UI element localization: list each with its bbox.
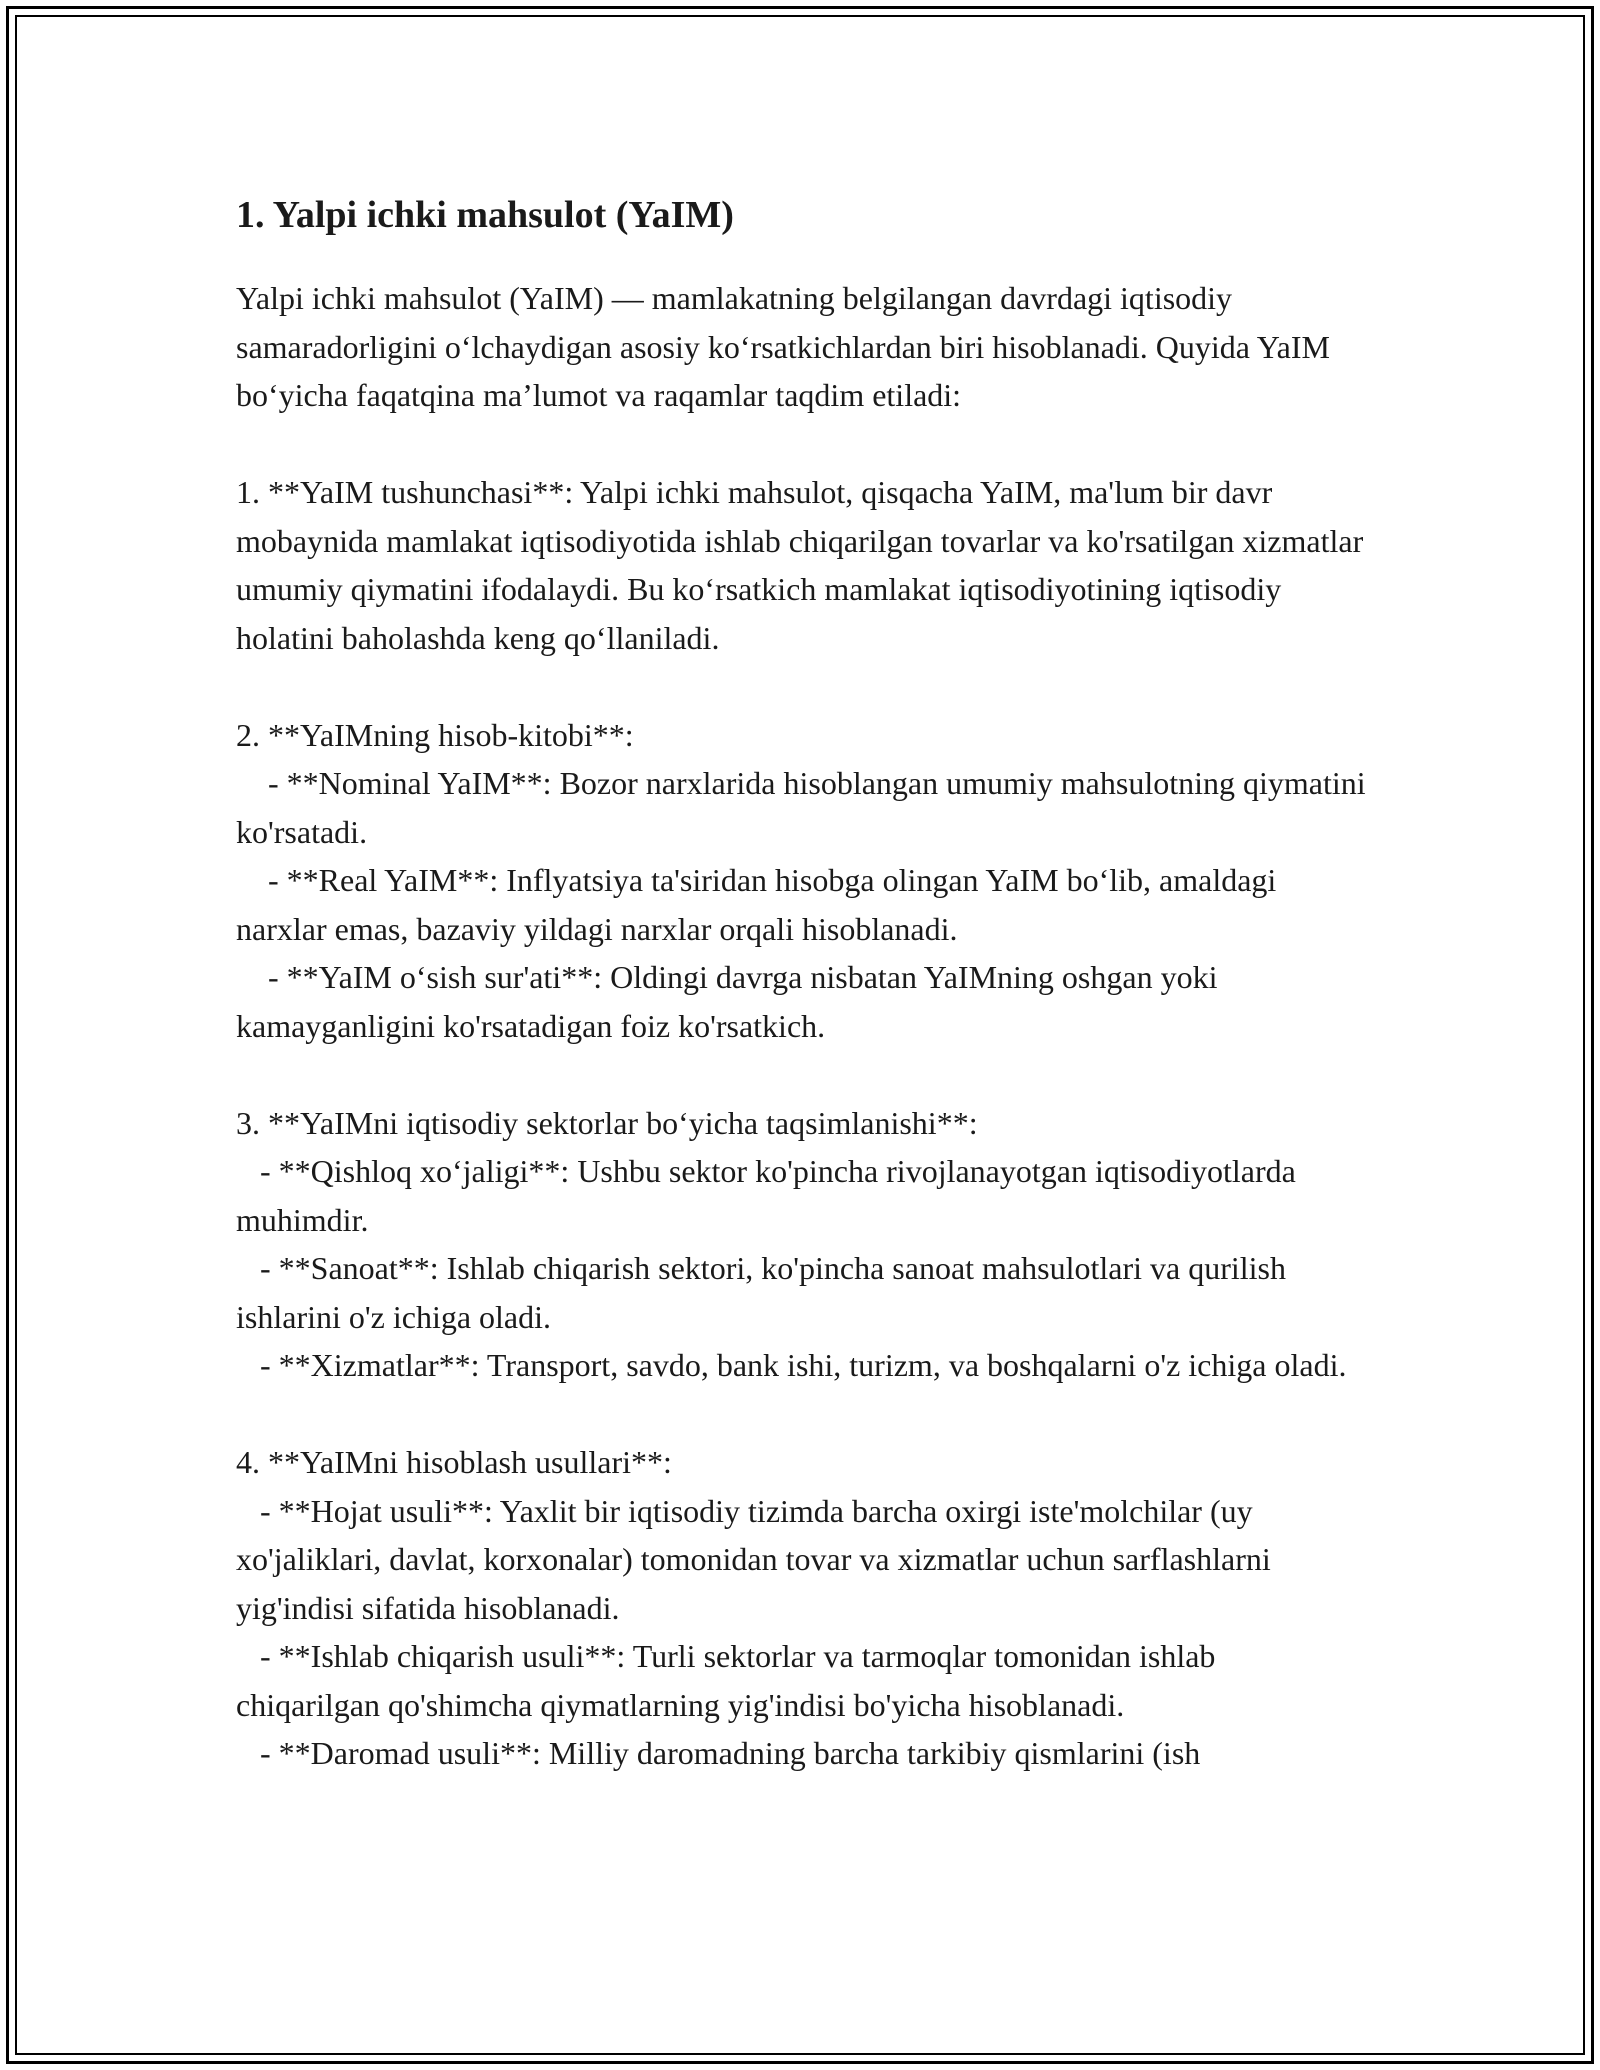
section-4-heading: 4. **YaIMni hisoblash usullari**: [236, 1444, 672, 1480]
section-1-paragraph: 1. **YaIM tushunchasi**: Yalpi ichki mahsulot, qisqacha YaIM, ma'lum bir davr mobaynida mamlakat iqtisodiyotida ishlab chiqarilgan tovarlar va ko'rsatilgan xizmatlar umumiy qiymatini ifodalaydi. Bu ko‘rsatkich mamlakat iqtisodiyotining iqtisodiy holatini baholashda keng qo‘llaniladi. [236, 474, 1372, 656]
section-4-item-income: - **Daromad usuli**: Milliy daromadning barcha tarkibiy qismlarini (ish [236, 1735, 1201, 1771]
section-2-item-real: - **Real YaIM**: Inflyatsiya ta'siridan hisobga olingan YaIM bo‘lib, amaldagi narxlar emas, bazaviy yildagi narxlar orqali hisoblanadi. [236, 862, 1285, 947]
intro-paragraph: Yalpi ichki mahsulot (YaIM) — mamlakatning belgilangan davrdagi iqtisodiy samaradorligini o‘lchaydigan asosiy ko‘rsatkichlardan biri hisoblanadi. Quyida YaIM bo‘yicha faqatqina ma’lumot va raqamlar taqdim etiladi: [236, 280, 1338, 413]
section-4-item-expenditure: - **Hojat usuli**: Yaxlit bir iqtisodiy tizimda barcha oxirgi iste'molchilar (uy xo'jaliklari, davlat, korxonalar) tomonidan tovar va xizmatlar uchun sarflashlarni yig'indisi sifatida hisoblanadi. [236, 1492, 1279, 1626]
section-2-item-growth: - **YaIM o‘sish sur'ati**: Oldingi davrga nisbatan YaIMning oshgan yoki kamayganligini ko'rsatadigan foiz ko'rsatkich. [236, 959, 1226, 1044]
section-2-heading: 2. **YaIMning hisob-kitobi**: [236, 716, 634, 753]
section-3-item-agriculture: - **Qishloq xo‘jaligi**: Ushbu sektor ko'pincha rivojlanayotgan iqtisodiyotlarda muhimdir. [236, 1153, 1304, 1238]
section-3-item-industry: - **Sanoat**: Ishlab chiqarish sektori, ko'pincha sanoat mahsulotlari va qurilish ishlarini o'z ichiga oladi. [236, 1250, 1294, 1335]
document-title: 1. Yalpi ichki mahsulot (YaIM) [236, 194, 734, 236]
section-4-item-production: - **Ishlab chiqarish usuli**: Turli sektorlar va tarmoqlar tomonidan ishlab chiqarilgan qo'shimcha qiymatlarning yig'indisi bo'yicha hisoblanadi. [236, 1638, 1224, 1723]
document-page [236, 190, 1374, 1778]
section-3-heading: 3. **YaIMni iqtisodiy sektorlar bo‘yicha taqsimlanishi**: [236, 1104, 978, 1141]
section-2-item-nominal: - **Nominal YaIM**: Bozor narxlarida hisoblangan umumiy mahsulotning qiymatini ko'rsatadi. [236, 765, 1374, 850]
section-3-item-services: - **Xizmatlar**: Transport, savdo, bank ishi, turizm, va boshqalarni o'z ichiga oladi. [236, 1347, 1347, 1383]
